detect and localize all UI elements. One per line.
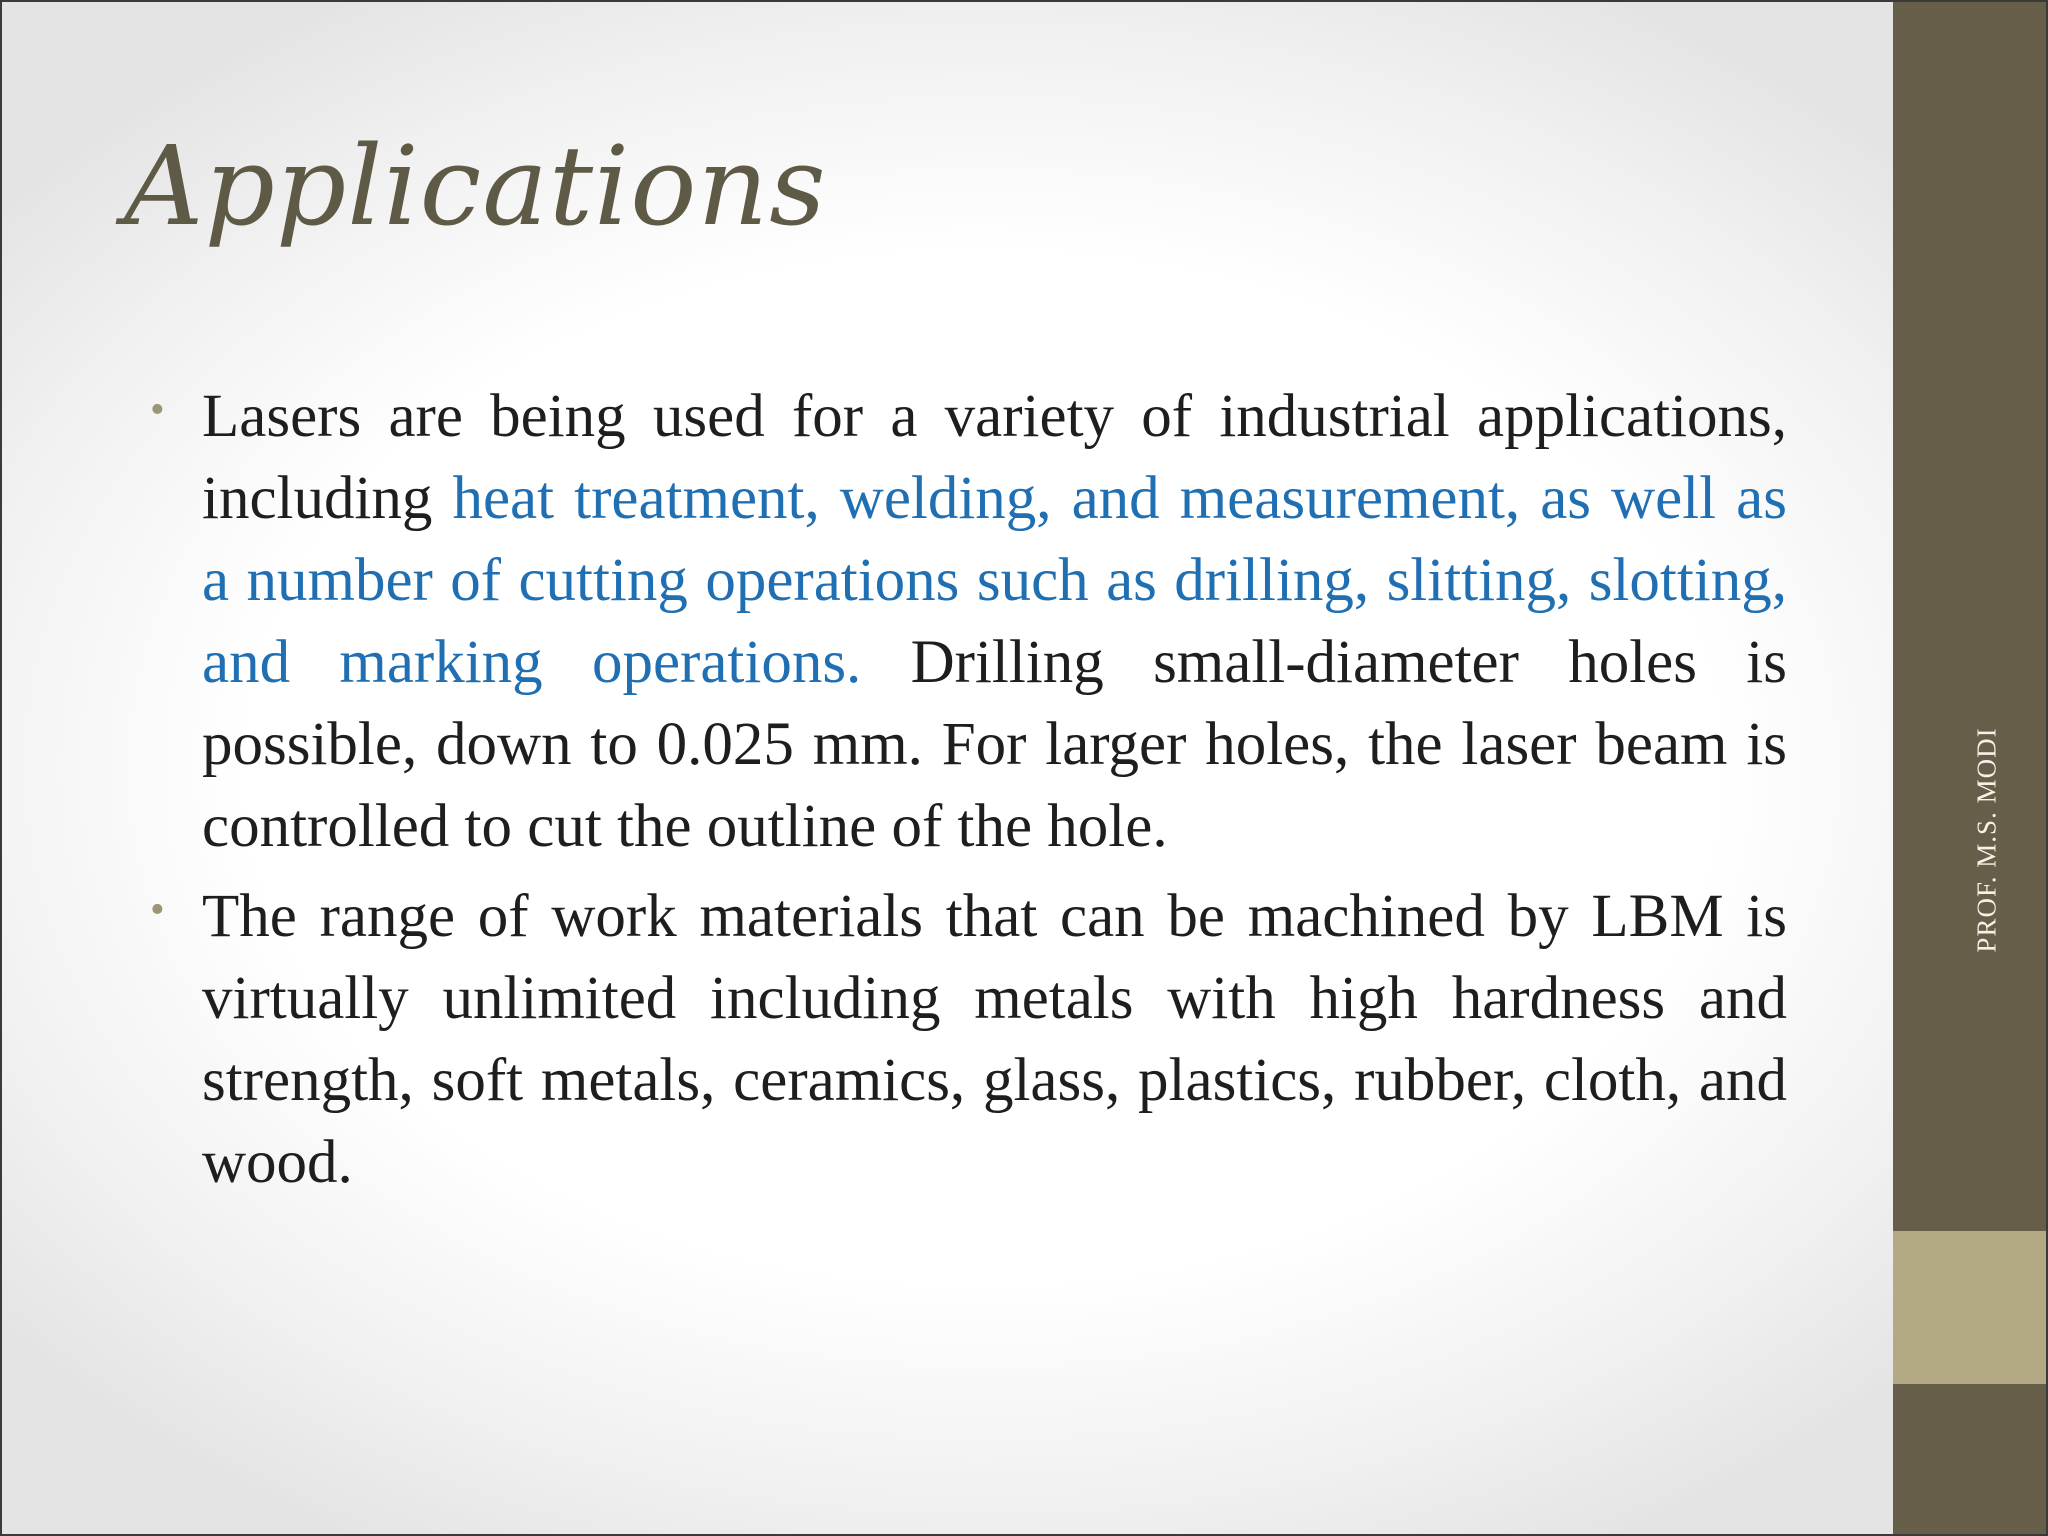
bullet-item [150,876,1787,1204]
author-label: PROF. M.S. MODI [1971,727,2002,953]
bullet-icon: • [150,887,165,933]
sidebar-accent-block [1893,1231,2046,1384]
bullet-item [150,376,1787,868]
bullet-text-highlight: heat treatment, welding, and measurement, as well as a number of cutting operations such as drilling, slitting, slotting, and marking operations. [202,465,1787,696]
bullet-text: The range of work materials that can be machined by LBM is virtually unlimited including metals with high hardness and strength, soft metals, ceramics, glass, plastics, rubber, cloth, and wood. [202,883,1787,1196]
slide-title: Applications [124,122,827,250]
slide-body [150,376,1787,1212]
bullet-text-before: Lasers are being used for a variety of industrial applications, including [202,383,1787,532]
bullet-icon: • [150,387,165,433]
bullet-text-after: Drilling small-diameter holes is possible, down to 0.025 mm. For larger holes, the laser beam is controlled to cut the outline of the hole. [202,629,1787,860]
